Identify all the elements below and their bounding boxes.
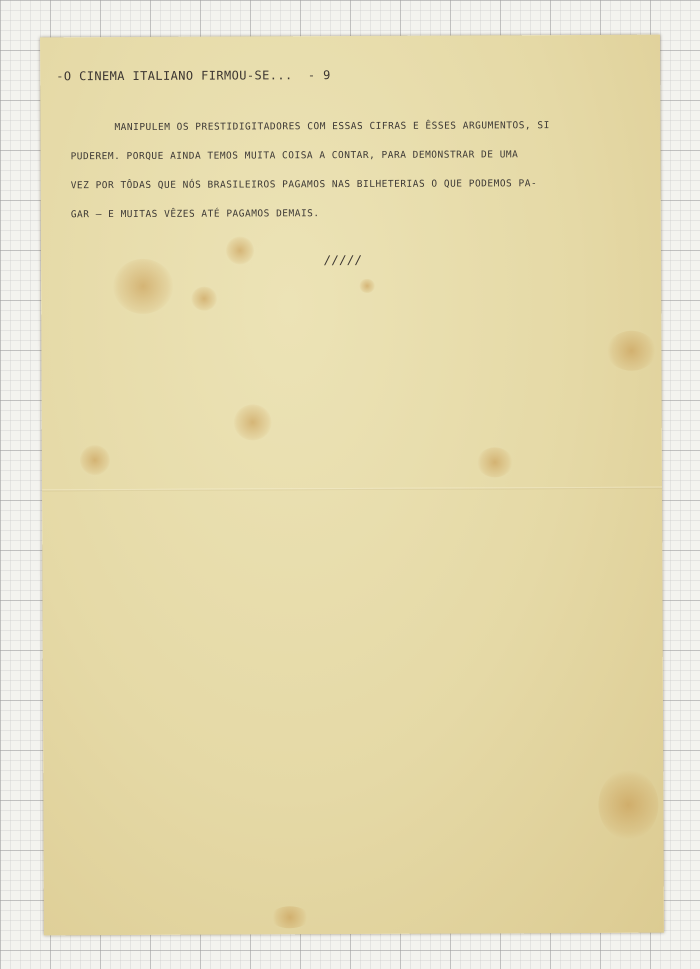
foxing-stain: [80, 445, 110, 475]
foxing-stain: [234, 404, 272, 440]
text-line: PUDEREM. PORQUE AINDA TEMOS MUITA COISA A CONTAR, PARA DEMONSTRAR DE UMA: [70, 149, 519, 163]
foxing-stain: [598, 770, 658, 840]
text-line: GAR — E MUITAS VÊZES ATÉ PAGAMOS DEMAIS.: [70, 208, 320, 221]
end-mark: /////: [323, 252, 363, 268]
foxing-stain: [477, 447, 513, 477]
text-line: VEZ POR TÔDAS QUE NÓS BRASILEIROS PAGAMOS NAS BILHETERIAS O QUE PODEMOS PA-: [70, 178, 538, 192]
foxing-stain: [270, 906, 310, 928]
foxing-stain: [191, 287, 217, 311]
foxing-stain: [606, 331, 656, 371]
foxing-stain: [226, 236, 254, 264]
text-line: MANIPULEM OS PRESTIDIGITADORES COM ESSAS CIFRAS E ÊSSES ARGUMENTOS, SI: [114, 120, 550, 134]
body-paragraph: [70, 111, 651, 230]
page-header: -O CINEMA ITALIANO FIRMOU-SE... - 9: [56, 68, 331, 84]
foxing-stain: [113, 259, 173, 314]
typewritten-page: [40, 35, 664, 936]
foxing-stain: [359, 279, 375, 293]
paper-fold: [42, 487, 662, 492]
